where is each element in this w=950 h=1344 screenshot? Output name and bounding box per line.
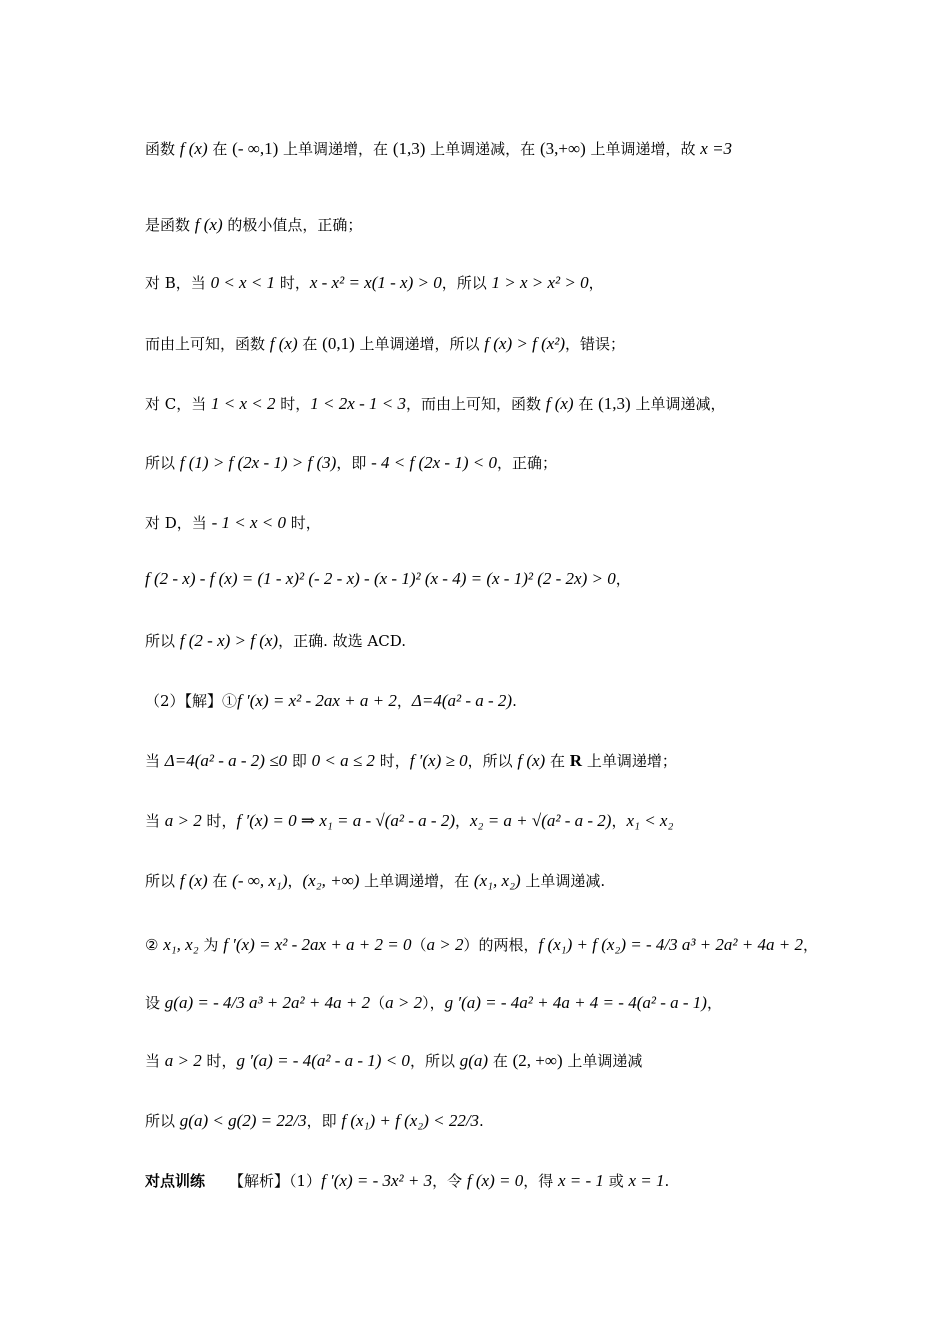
math: a > 2 [164,1051,202,1070]
math: (x₂, +∞) [302,871,360,890]
math: f (x) [545,394,574,413]
line-2 [145,214,825,236]
text: ， [611,812,627,830]
text: 即 [287,752,312,770]
math: f ′(x) = 0 ⇒ x₁ = a - √(a² - a - 2) [236,811,455,830]
text: （2）【解】① [145,692,238,710]
math: Δ=4(a² - a - 2) [411,691,513,710]
math: a > 2 [426,935,464,954]
text: （ [370,994,386,1012]
text: ，正确； [496,454,557,472]
math: f (x) > f (x²) [484,334,566,353]
math: (0,1) [322,334,355,353]
math: f (x) [179,871,208,890]
text: 时， [275,274,310,292]
text: ② [145,936,164,954]
text: ，错误； [565,335,626,353]
math: 1 < 2x - 1 < 3 [310,394,406,413]
math: (1,3) [598,394,631,413]
text: 当 [145,1052,165,1070]
text: ， [454,812,470,830]
text: 设 [145,994,165,1012]
text: 所以 [145,632,180,650]
math: f (x) [269,334,298,353]
text: 【解析】（1） [229,1172,322,1190]
math: f ′(x) = x² - 2ax + a + 2 = 0 [223,935,412,954]
math: f ′(x) ≥ 0 [409,751,468,770]
line-14 [145,934,825,956]
line-1 [145,138,825,160]
text: 对 C，当 [145,395,212,413]
math: R [569,751,583,770]
math: f (x) [179,139,208,158]
math: f ′(x) = x² - 2ax + a + 2 [237,691,397,710]
line-10 [145,690,825,712]
math: f (x) [194,215,223,234]
math: x₁ < x₂ [626,811,674,830]
math: (1,3) [392,139,426,158]
text: ， [802,936,818,954]
text: ，即 [306,1112,342,1130]
text: 时， [275,395,311,413]
text: 上单调递减 [562,1052,643,1070]
math: g ′(a) = - 4(a² - a - 1) < 0 [236,1051,410,1070]
text: . [479,1112,484,1130]
text: 为 [198,936,224,954]
text: 在 [297,335,323,353]
math: (x₁, x₂) [473,871,521,890]
math: (- ∞, x₁) [232,871,288,890]
text: ，所以 [467,752,518,770]
text: 对 D，当 [145,514,212,532]
math: 0 < x < 1 [210,273,276,292]
text: ，而由上可知，函数 [405,395,546,413]
math: g(a) [459,1051,489,1070]
line-12 [145,810,825,832]
text: . [512,692,517,710]
math: x - x² = x(1 - x) > 0 [309,273,442,292]
text: 所以 [145,454,180,472]
math: 1 > x > x² > 0 [491,273,589,292]
text: 当 [145,812,165,830]
text: 或 [603,1172,629,1190]
text: 对 B，当 [145,274,211,292]
math: (2, +∞) [512,1051,563,1070]
text: 所以 [145,1112,180,1130]
math: 1 < x < 2 [211,394,276,413]
math: x = 1 [628,1171,665,1190]
text: 而由上可知，函数 [145,335,270,353]
text: 的极小值点，正确； [222,216,363,234]
text: 时， [201,1052,237,1070]
math: x =3 [700,139,733,158]
text: ）， [422,994,445,1012]
math: (- ∞,1) [232,139,279,158]
text: 在 [207,872,233,890]
math: x₁, x₂ [163,935,199,954]
math: 0 < a ≤ 2 [311,751,375,770]
math: f ′(x) = - 3x² + 3 [321,1171,433,1190]
line-11 [145,750,825,772]
math: a > 2 [164,811,202,830]
line-18 [145,1170,825,1192]
text: 上单调递增； [582,752,677,770]
math: - 1 < x < 0 [211,513,286,532]
text: 时， [374,752,410,770]
math: f (x) [517,751,546,770]
line-17 [145,1110,825,1132]
math: g(a) = - 4/3 a³ + 2a² + 4a + 2 [164,993,371,1012]
text: 上单调递增，所以 [354,335,485,353]
line-13 [145,870,825,892]
line-5 [145,393,825,415]
math: Δ=4(a² - a - 2) ≤0 [164,751,288,770]
text: ，正确. 故选 ACD. [278,632,406,650]
text: ， [287,872,303,890]
text: ， [588,274,604,292]
text: 时， [201,812,237,830]
text: ， [615,570,631,588]
line-15 [145,992,825,1014]
text: ）的两根， [463,936,539,954]
math: g(a) < g(2) = 22/3 [179,1111,307,1130]
text: 所以 [145,872,180,890]
text: 当 [145,752,165,770]
text: 上单调递减. [520,872,606,890]
line-9 [145,630,825,652]
line-16 [145,1050,825,1072]
math: f (1) > f (2x - 1) > f (3) [179,453,337,472]
math: f (x₁) + f (x₂) = - 4/3 a³ + 2a² + 4a + 2 [538,935,803,954]
text: 上单调递减，在 [425,140,540,158]
section-label: 对点训练 [145,1172,206,1190]
text: 上单调递增，在 [278,140,393,158]
text: 上单调递增，故 [585,140,701,158]
text: ，即 [336,454,372,472]
text: 上单调递减， [630,395,726,413]
math: f (2 - x) > f (x) [179,631,279,650]
math: (3,+∞) [539,139,586,158]
text: 函数 [145,140,180,158]
math: g ′(a) = - 4a² + 4a + 4 = - 4(a² - a - 1) [444,993,707,1012]
math: f (x₁) + f (x₂) < 22/3 [341,1111,480,1130]
line-4 [145,333,825,355]
math: x₂ = a + √(a² - a - 2) [470,811,612,830]
text: ，所以 [441,274,492,292]
text: 上单调递增，在 [359,872,474,890]
text: ，得 [523,1172,558,1190]
math: a > 2 [385,993,423,1012]
text: 时， [285,514,321,532]
math: f (2 - x) - f (x) = (1 - x)² (- 2 - x) - (x - 1)² (x - 4) = (x - 1)² (2 - 2x) > 0 [145,569,616,588]
text: 在 [545,752,570,770]
line-8 [145,568,825,590]
text: ， [706,994,722,1012]
text: . [664,1172,670,1190]
text: （ [411,936,427,954]
line-3 [145,272,825,294]
text: 在 [488,1052,513,1070]
text: 在 [573,395,599,413]
line-7 [145,512,825,534]
text: 在 [207,140,233,158]
math: x = - 1 [558,1171,604,1190]
line-6 [145,452,825,474]
math: f (x) = 0 [466,1171,524,1190]
math: - 4 < f (2x - 1) < 0 [371,453,497,472]
text: ， [396,692,412,710]
text: ，令 [432,1172,467,1190]
text: ，所以 [409,1052,460,1070]
text: 是函数 [145,216,195,234]
